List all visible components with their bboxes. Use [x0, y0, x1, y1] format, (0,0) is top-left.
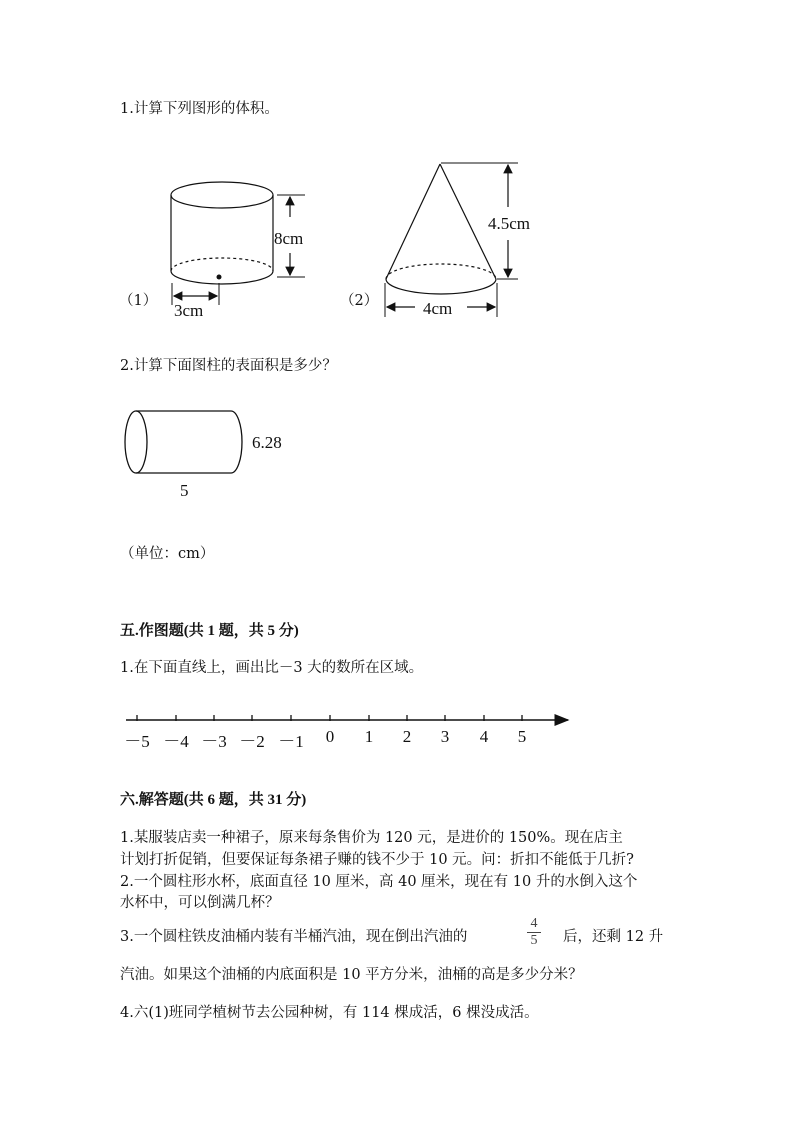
figure-number-1: （1） — [119, 293, 158, 309]
number-line-label: 5 — [517, 727, 527, 746]
question-4: 4.六(1)班同学植树节去公园种树，有 114 棵成活，6 棵没成活。 — [120, 1005, 539, 1021]
question-3-part-2: 后，还剩 12 升 — [563, 929, 664, 945]
number-line-label: 2 — [402, 727, 412, 746]
number-line-label: 3 — [440, 727, 450, 746]
fraction-numerator: 4 — [530, 916, 538, 931]
question-3-part-1: 3.一个圆柱铁皮油桶内装有半桶汽油，现在倒出汽油的 — [120, 929, 468, 945]
question-2-line-2: 水杯中，可以倒满几杯？ — [120, 895, 280, 911]
number-line-label: －5 — [124, 732, 150, 751]
cylinder-circumference-label: 6.28 — [252, 433, 282, 452]
horizontal-cylinder-figure — [120, 405, 250, 480]
cone-figure — [375, 155, 550, 325]
number-line-label: 4 — [479, 727, 489, 746]
question-2-line-1: 2.一个圆柱形水杯，底面直径 10 厘米，高 40 厘米，现在有 10 升的水倒入这个 — [120, 874, 638, 890]
cone-diameter-label: 4cm — [423, 299, 453, 318]
question-number-line: 1.在下面直线上，画出比－3 大的数所在区域。 — [120, 660, 424, 676]
number-line-label: －1 — [278, 732, 304, 751]
question-3-line-2: 汽油。如果这个油桶的内底面积是 10 平方分米，油桶的高是多少分米？ — [120, 967, 583, 983]
unit-note: （单位：cm） — [120, 546, 215, 562]
question-1-line-2: 计划打折促销，但要保证每条裙子赚的钱不少于 10 元。问：折扣不能低于几折? — [120, 852, 634, 868]
cylinder-length-label: 5 — [180, 481, 189, 500]
figure-number-2: （2） — [340, 293, 379, 309]
question-surface-area: 2.计算下面图柱的表面积是多少？ — [120, 358, 337, 374]
section-heading-drawing: 五.作图题(共 1 题，共 5 分) — [120, 623, 299, 639]
section-heading-solving: 六.解答题(共 6 题，共 31 分) — [120, 792, 307, 808]
number-line-label: －3 — [201, 732, 227, 751]
question-volume: 1.计算下列图形的体积。 — [120, 101, 279, 117]
cylinder-height-label: 8cm — [274, 229, 304, 248]
number-line-label: －2 — [239, 732, 265, 751]
fraction-denominator: 5 — [530, 933, 538, 948]
cone-height-label: 4.5cm — [488, 214, 531, 233]
number-line-label: －4 — [163, 732, 189, 751]
question-1-line-1: 1.某服装店卖一种裙子，原来每条售价为 120 元，是进价的 150%。现在店主 — [120, 830, 623, 846]
cylinder-radius-label: 3cm — [174, 301, 204, 320]
number-line-label: 0 — [325, 727, 335, 746]
number-line-label: 1 — [364, 727, 374, 746]
fraction-four-fifths — [527, 916, 541, 949]
